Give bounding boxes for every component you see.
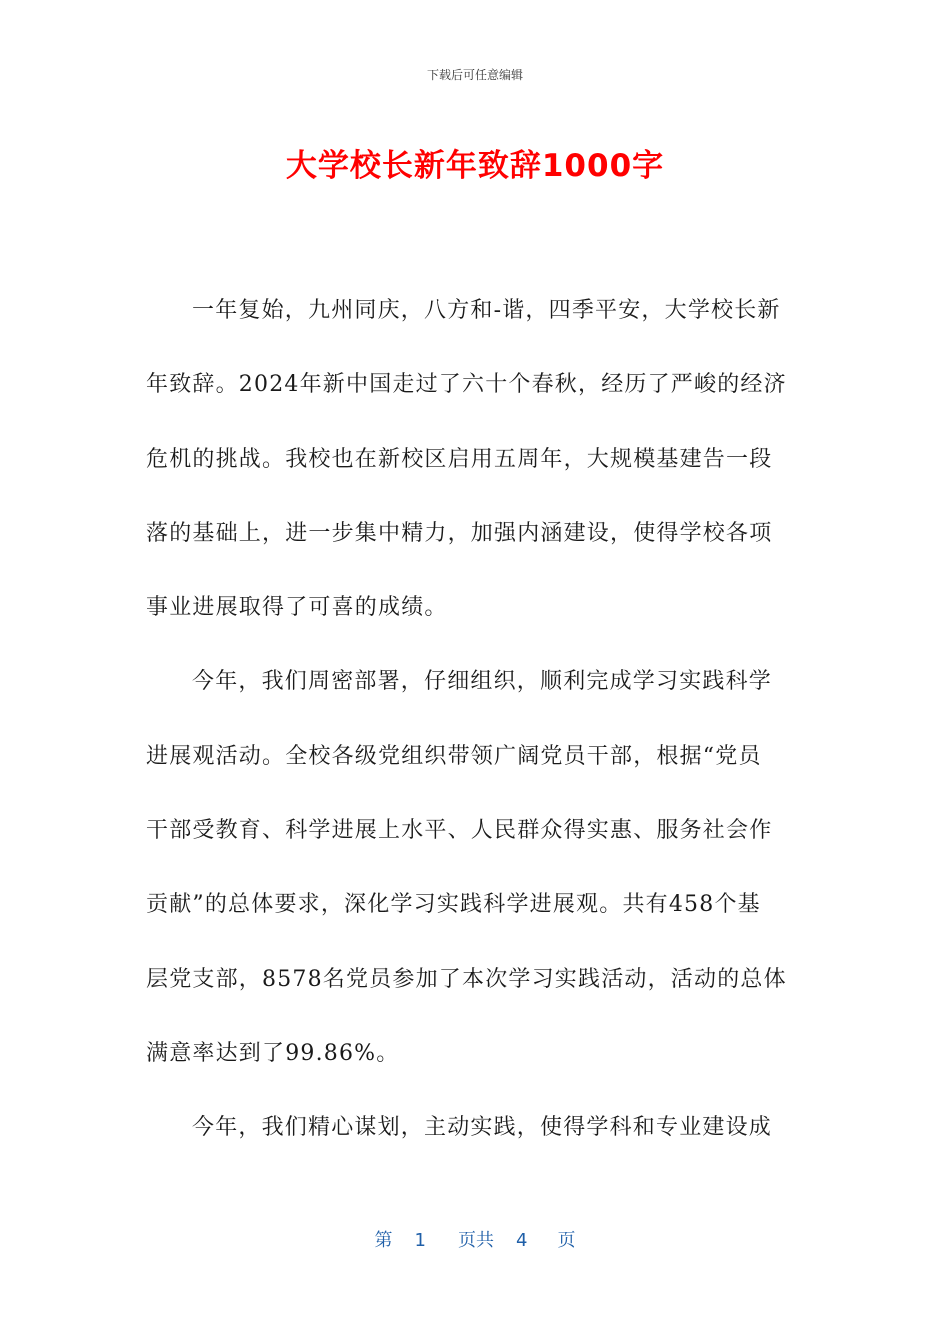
paragraph-3: [146, 1091, 806, 1165]
text-line: 危机的挑战。我校也在新校区启用五周年，大规模基建告一段: [146, 446, 773, 472]
text-line: 落的基础上，进一步集中精力，加强内涵建设，使得学校各项: [146, 520, 773, 546]
text-line: 一年复始，九州同庆，八方和-谐，四季平安，大学校长新: [192, 298, 781, 323]
page-footer: [0, 1226, 950, 1252]
text-line: 今年，我们精心谋划，主动实践，使得学科和专业建设成: [192, 1115, 773, 1141]
text-line: 事业进展取得了可喜的成绩。: [146, 595, 448, 621]
document-title: 大学校长新年致辞1000字: [285, 148, 665, 184]
text-line: 进展观活动。全校各级党组织带领广阔党员干部，根据“党员: [146, 743, 762, 769]
text-line: 贡献”的总体要求，深化学习实践科学进展观。共有458个基: [146, 892, 761, 918]
text-line: 干部受教育、科学进展上水平、人民群众得实惠、服务社会作: [146, 818, 773, 844]
text-line: 满意率达到了99.86%。: [146, 1040, 400, 1066]
paragraph-2: [146, 645, 806, 1091]
footer-total-pages: 4: [516, 1230, 528, 1251]
text-line: 今年，我们周密部署，仔细组织，顺利完成学习实践科学: [192, 669, 773, 695]
footer-di: 第: [374, 1230, 393, 1251]
footer-page-number: 1: [414, 1230, 426, 1251]
text-line: 年致辞。2024年新中国走过了六十个春秋，经历了严峻的经济: [146, 372, 787, 398]
document-body: [146, 274, 806, 1166]
footer-ye-gong: 页共: [458, 1230, 494, 1251]
paragraph-1: [146, 274, 806, 645]
page-header-note: 下载后可任意编辑: [426, 68, 523, 82]
text-line: 层党支部，8578名党员参加了本次学习实践活动，活动的总体: [146, 966, 787, 992]
footer-ye: 页: [557, 1230, 576, 1251]
